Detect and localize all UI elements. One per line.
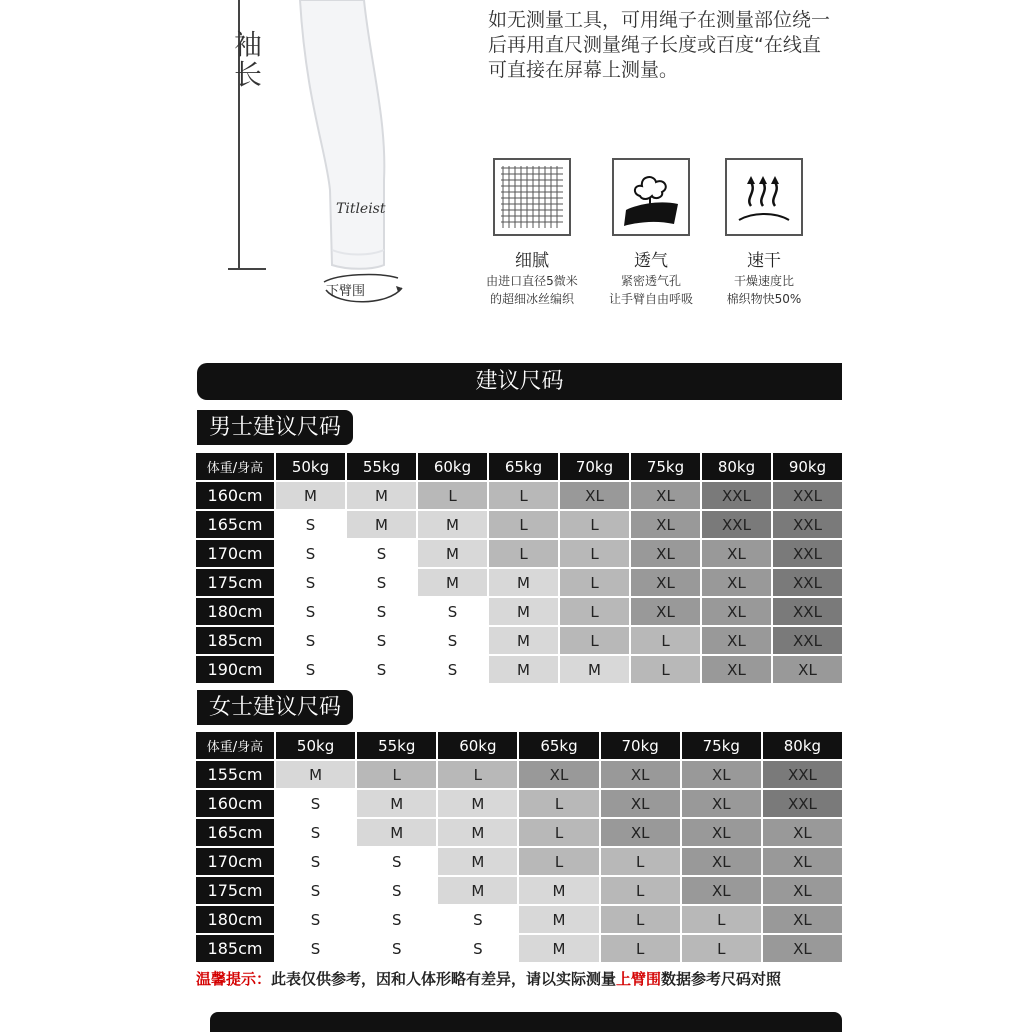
size-cell: M [357, 790, 436, 817]
size-cell: L [601, 877, 680, 904]
weight-header: 80kg [763, 732, 842, 759]
size-recommend-header: 建议尺码 [197, 363, 842, 400]
weight-header: 65kg [519, 732, 598, 759]
tip-text-end: 数据参考尺码对照 [661, 970, 782, 988]
weight-header: 70kg [560, 453, 629, 480]
size-cell: L [631, 627, 700, 654]
height-label: 160cm [196, 482, 274, 509]
size-cell: L [682, 906, 761, 933]
size-cell: L [601, 935, 680, 962]
size-cell: L [438, 761, 517, 788]
size-cell: S [276, 627, 345, 654]
size-cell: M [489, 569, 558, 596]
size-cell: S [418, 656, 487, 683]
size-cell: XL [763, 819, 842, 846]
corner-label: 体重/身高 [196, 732, 274, 759]
size-cell: L [489, 511, 558, 538]
ruler-end-tick [228, 268, 266, 270]
height-label: 185cm [196, 935, 274, 962]
feature-desc: 棉织物快50% [726, 292, 802, 306]
size-cell: L [418, 482, 487, 509]
weight-header: 70kg [601, 732, 680, 759]
feature-title: 透气 [634, 251, 668, 271]
size-cell: XL [702, 540, 771, 567]
quick-dry-icon [725, 158, 803, 236]
size-cell: L [560, 511, 629, 538]
height-label: 155cm [196, 761, 274, 788]
size-cell: XL [631, 598, 700, 625]
size-cell: XXL [773, 511, 842, 538]
table-row [196, 790, 842, 817]
size-cell: S [276, 935, 355, 962]
size-cell: L [631, 656, 700, 683]
size-cell: M [418, 569, 487, 596]
table-row [196, 656, 842, 683]
height-label: 175cm [196, 569, 274, 596]
size-cell: S [276, 656, 345, 683]
size-cell: L [601, 848, 680, 875]
breathable-icon [612, 158, 690, 236]
size-cell: XXL [763, 761, 842, 788]
weight-header: 80kg [702, 453, 771, 480]
size-cell: M [489, 627, 558, 654]
size-cell: XL [702, 656, 771, 683]
table-row [196, 482, 842, 509]
size-cell: XL [702, 569, 771, 596]
size-cell: S [276, 848, 355, 875]
size-cell: XL [763, 935, 842, 962]
table-header-row [196, 732, 842, 759]
size-cell: L [519, 848, 598, 875]
table-row [196, 906, 842, 933]
size-cell: L [560, 569, 629, 596]
feature-desc: 的超细冰丝编织 [489, 292, 574, 306]
size-cell: XL [702, 627, 771, 654]
size-cell: M [489, 598, 558, 625]
size-cell: XL [682, 877, 761, 904]
height-label: 160cm [196, 790, 274, 817]
table-header-row [196, 453, 842, 480]
tip-text: 此表仅供参考，因和人体形略有差异，请以实际测量 [271, 970, 617, 988]
size-cell: XL [631, 482, 700, 509]
size-cell: XL [631, 511, 700, 538]
height-label: 170cm [196, 848, 274, 875]
size-cell: S [438, 906, 517, 933]
size-cell: L [489, 540, 558, 567]
table-row [196, 935, 842, 962]
size-cell: M [519, 906, 598, 933]
feature-desc: 由进口直径5微米 [486, 274, 578, 288]
weight-header: 50kg [276, 732, 355, 759]
size-cell: S [357, 848, 436, 875]
height-label: 185cm [196, 627, 274, 654]
size-cell: S [276, 790, 355, 817]
size-cell: XL [682, 790, 761, 817]
size-cell: L [519, 790, 598, 817]
size-cell: S [438, 935, 517, 962]
size-cell: S [347, 569, 416, 596]
tip-label: 温馨提示： [196, 970, 272, 988]
table-row [196, 540, 842, 567]
feature-desc: 干燥速度比 [733, 274, 794, 288]
weight-header: 75kg [682, 732, 761, 759]
size-cell: M [347, 511, 416, 538]
size-cell: M [438, 877, 517, 904]
size-cell: S [347, 627, 416, 654]
table-row [196, 511, 842, 538]
size-cell: M [357, 819, 436, 846]
size-cell: S [276, 906, 355, 933]
size-cell: S [347, 540, 416, 567]
size-cell: S [418, 627, 487, 654]
table-row [196, 598, 842, 625]
size-cell: M [418, 511, 487, 538]
grid-icon [493, 158, 571, 236]
size-cell: S [347, 656, 416, 683]
forearm-circumference-label: 下臂围 [326, 284, 366, 299]
sleeve-length-label: 袖 长 [233, 28, 262, 91]
size-cell: M [560, 656, 629, 683]
size-cell: XL [773, 656, 842, 683]
size-cell: XXL [702, 511, 771, 538]
size-cell: XL [601, 790, 680, 817]
height-label: 165cm [196, 819, 274, 846]
size-cell: XL [763, 906, 842, 933]
size-cell: XXL [773, 540, 842, 567]
measure-instructions: 如无测量工具，可用绳子在测量部位绕一 后再用直尺测量绳子长度或百度“在线直 可直接在屏幕上测量。 [488, 9, 831, 81]
size-cell: L [560, 598, 629, 625]
size-cell: S [276, 598, 345, 625]
height-label: 165cm [196, 511, 274, 538]
size-cell: XL [631, 569, 700, 596]
feature-title: 细腻 [515, 251, 549, 271]
size-cell: M [276, 482, 345, 509]
size-cell: XL [763, 877, 842, 904]
size-cell: S [418, 598, 487, 625]
size-cell: XXL [773, 482, 842, 509]
men-size-title: 男士建议尺码 [197, 410, 353, 445]
size-cell: L [357, 761, 436, 788]
table-row [196, 761, 842, 788]
size-cell: S [276, 511, 345, 538]
height-label: 180cm [196, 598, 274, 625]
next-section-header [210, 1012, 842, 1032]
size-cell: XXL [773, 569, 842, 596]
women-size-title: 女士建议尺码 [197, 690, 353, 725]
size-cell: XXL [773, 598, 842, 625]
feature-quick-dry [694, 158, 834, 307]
men-size-table [194, 451, 844, 685]
size-cell: S [276, 819, 355, 846]
table-row [196, 819, 842, 846]
size-cell: S [276, 540, 345, 567]
size-cell: XL [601, 761, 680, 788]
size-cell: S [357, 877, 436, 904]
size-cell: L [682, 935, 761, 962]
arm-sleeve-image [292, 0, 412, 275]
size-cell: L [601, 906, 680, 933]
size-cell: XL [682, 819, 761, 846]
size-cell: XXL [763, 790, 842, 817]
size-cell: XL [519, 761, 598, 788]
corner-label: 体重/身高 [196, 453, 274, 480]
size-cell: XL [601, 819, 680, 846]
women-size-table [194, 730, 844, 964]
weight-header: 90kg [773, 453, 842, 480]
size-cell: M [347, 482, 416, 509]
size-cell: L [560, 627, 629, 654]
height-label: 180cm [196, 906, 274, 933]
size-cell: M [438, 819, 517, 846]
size-cell: S [276, 877, 355, 904]
size-cell: M [438, 848, 517, 875]
tip-highlight: 上臂围 [616, 970, 662, 988]
size-cell: M [438, 790, 517, 817]
size-cell: S [276, 569, 345, 596]
height-label: 190cm [196, 656, 274, 683]
size-cell: XXL [773, 627, 842, 654]
size-cell: S [347, 598, 416, 625]
height-label: 170cm [196, 540, 274, 567]
size-cell: M [276, 761, 355, 788]
weight-header: 55kg [357, 732, 436, 759]
table-row [196, 569, 842, 596]
size-cell: S [357, 906, 436, 933]
table-row [196, 848, 842, 875]
size-cell: XL [763, 848, 842, 875]
size-cell: XL [682, 848, 761, 875]
size-cell: XL [682, 761, 761, 788]
feature-desc: 紧密透气孔 [620, 274, 681, 288]
size-cell: XL [560, 482, 629, 509]
size-cell: M [519, 935, 598, 962]
weight-header: 60kg [438, 732, 517, 759]
size-cell: M [519, 877, 598, 904]
feature-title: 速干 [747, 251, 781, 271]
size-cell: S [357, 935, 436, 962]
table-row [196, 627, 842, 654]
feature-desc: 让手臂自由呼吸 [608, 292, 693, 306]
weight-header: 55kg [347, 453, 416, 480]
titleist-logo: Titleist [336, 201, 386, 217]
table-row [196, 877, 842, 904]
size-cell: L [560, 540, 629, 567]
size-cell: M [489, 656, 558, 683]
weight-header: 75kg [631, 453, 700, 480]
size-cell: M [418, 540, 487, 567]
size-cell: L [489, 482, 558, 509]
size-cell: XXL [702, 482, 771, 509]
tip-note [196, 968, 844, 989]
weight-header: 50kg [276, 453, 345, 480]
height-label: 175cm [196, 877, 274, 904]
weight-header: 65kg [489, 453, 558, 480]
size-cell: XL [702, 598, 771, 625]
size-cell: L [519, 819, 598, 846]
size-cell: XL [631, 540, 700, 567]
weight-header: 60kg [418, 453, 487, 480]
